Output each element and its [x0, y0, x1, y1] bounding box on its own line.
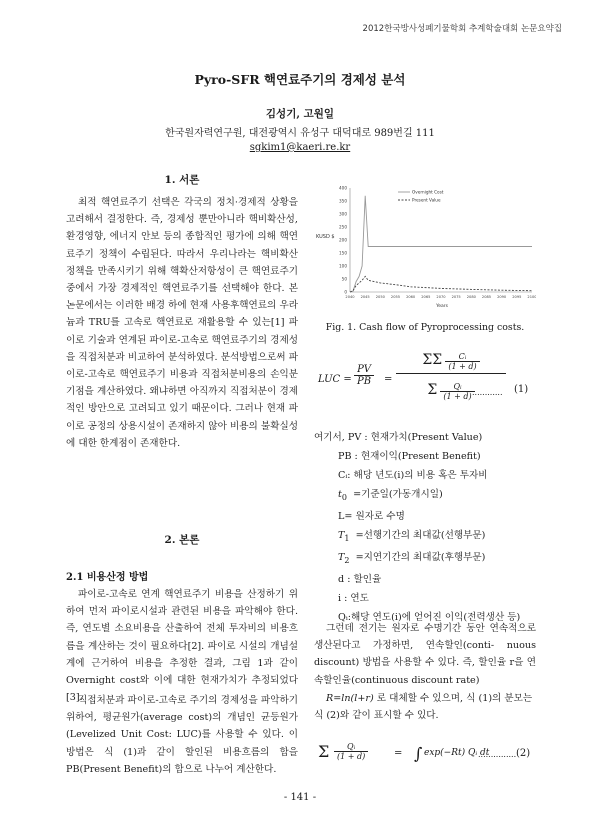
figure-1 — [314, 180, 536, 310]
chart-xlabel: Years — [436, 304, 448, 309]
intro-text: 최적 핵연료주기 선택은 각국의 정치·경제적 상황을 고려해서 결정한다. 즉, 경제성 뿐만아니라 핵비확산성, 환경영향, 에너지 안보 등의 종합적인 평가에 의해 핵연료주기 정책이 수립된다. 따라서 우리나라는 핵비확산 정책을 만족시키기 위해 핵확산저항성이 큰 핵연료주기 중에서 가장 경제적인 핵연료주기를 선택해야 한다. 본 논문에서는 이러한 배경 하에 현재 사용후핵연료의 우라늄과 TRU를 고속로 핵연료로 재활용할 수 있는[1] 파이로 기술과 연계된 파이로-고속로 핵연료주기의 경제성을 직접처분과 비교하여 분석하였다. 분석방법으로써 파이로-고속로 핵연료주기 비용과 직접처분비용의 손익분기점을 계산하였다. 왜냐하면 아직까지 직접처분이 경제적인 방안으로 고려되고 있기 때문이다. 그러나 현재 파이로 공정의 상용시설이 존재하지 않아 비용의 불확실성에 대한 한계점이 존재한다. — [66, 197, 298, 449]
equation-2: Σ $\frac{\text{Qᵢ}}{(1 + d)}$ = ∫ exp(−Rt) Qᵢ dt ............... (2) — [318, 742, 531, 763]
eq2-dots: ............... — [478, 750, 517, 759]
y-tick-label: 250 — [339, 224, 347, 230]
def-pv: 여기서, PV : 현재가치(Present Value) — [314, 432, 483, 443]
x-tick-label: 2055 — [390, 295, 401, 299]
def-t1: =선행기간의 최대값(선행부문) — [355, 529, 486, 541]
x-tick-label: 2065 — [421, 295, 431, 299]
def-ci: Cᵢ: 해당 년도(i)의 비용 혹은 투자비 — [338, 470, 488, 481]
def-t0: =기준일(가동개시일) — [353, 489, 443, 500]
x-tick-label: 2050 — [375, 295, 385, 299]
header-note: 2012한국방사성폐기물학회 추계학술대회 논문요약집 — [362, 24, 562, 34]
cash-flow-chart — [314, 180, 536, 310]
affiliation: 한국원자력연구원, 대전광역시 유성구 대덕대로 989번길 111 — [165, 128, 435, 139]
page-number: - 141 - — [283, 792, 317, 803]
r-expression: R=ln(l+r) — [326, 693, 374, 704]
authors: 김성기, 고원일 — [265, 108, 335, 120]
y-tick-label: 350 — [339, 198, 347, 204]
chart-ylabel: KUSD $ — [316, 234, 335, 240]
x-tick-label: 2075 — [451, 295, 461, 299]
paper-title: Pyro-SFR 핵연료주기의 경제성 분석 — [194, 72, 406, 87]
body-para1: 파이로-고속로 연계 핵연료주기 비용을 산정하기 위하여 먼저 파이로시설과 관련된 비용을 파악해야 한다. 즉, 연도별 소요비용을 산출하여 전체 투자비의 비용흐름을 계산하는 것이 필요하다[2]. 파이로 시설의 개념설계에 근거하여 비용을 추정한 결과, 그림 1과 같이 Overnight cost와 이에 대한 현재가치가 추정되었다[3]. — [66, 589, 298, 704]
x-tick-label: 2085 — [481, 295, 492, 299]
right-para1: 그런데 전기는 원자로 수명기간 동안 연속적으로 생산된다고 가정하면, 연속할인(conti- nuous discount) 방법을 사용할 수 있다. 즉, 할인율 r을 연속할인율(continuous discount rate) — [314, 623, 536, 686]
def-qi: Qᵢ:해당 연도(i)에 얻어진 이익(전력생산 등) — [338, 611, 521, 623]
body-para2: 직접처분과 파이로-고속로 주기의 경제성을 파악하기 위하여, 평균원가(average cost)의 개념인 균등원가(Levelized Unit Cost: LUC)를 사용할 수 있다. 이 방법은 식 (1)과 같이 할인된 비용흐름의 합을 PB(Present Benefit)의 합으로 나누어 계산한다. — [66, 695, 298, 775]
y-tick-label: 100 — [339, 263, 347, 269]
x-tick-label: 2090 — [497, 295, 507, 299]
eq1-dots: ............ — [472, 388, 503, 397]
right-para2-block — [314, 690, 536, 724]
y-tick-label: 50 — [341, 276, 347, 282]
sub-title: 2.1 비용산정 방법 — [66, 572, 149, 583]
series-line-1 — [350, 276, 532, 292]
body-title: 2. 본론 — [164, 534, 200, 546]
right-para2: 로 대체할 수 있으며, 식 (1)의 분모는 식 (2)와 같이 표시할 수 있다. — [314, 693, 533, 722]
intro-title: 1. 서론 — [164, 174, 200, 186]
legend-label-0: Overnight Cost — [412, 189, 444, 195]
series-line-0 — [350, 196, 532, 292]
figure-caption: Fig. 1. Cash flow of Pyroprocessing costs. — [325, 322, 525, 333]
x-tick-label: 2040 — [345, 295, 355, 299]
legend-label-1: Present Value — [412, 197, 441, 203]
x-tick-label: 2080 — [466, 295, 476, 299]
eq2-label: (2) — [516, 748, 531, 759]
x-tick-label: 2070 — [436, 295, 446, 299]
y-tick-label: 150 — [339, 250, 347, 256]
eq1-label: (1) — [514, 384, 529, 395]
def-pb: PB : 현재이익(Present Benefit) — [338, 451, 481, 462]
x-tick-label: 2095 — [512, 295, 522, 299]
y-tick-label: 0 — [344, 289, 347, 295]
y-tick-label: 400 — [339, 185, 347, 191]
x-tick-label: 2060 — [406, 295, 416, 299]
email-link[interactable]: sgkim1@kaeri.re.kr — [249, 142, 351, 153]
def-d: d : 할인율 — [338, 573, 382, 585]
x-tick-label: 2100 — [527, 295, 536, 299]
y-tick-label: 200 — [339, 237, 347, 243]
def-t2: =지연기간의 최대값(후행부문) — [355, 551, 486, 563]
equation-1: LUC = $\frac{PV}{PB}$ = ΣΣ $\frac{\text{Cᵢ}}{(1 + d)}$ Σ $\frac{\text{Qᵢ}}{(1 + d)}$ ............ (1) — [318, 352, 529, 401]
y-tick-label: 300 — [339, 211, 347, 217]
def-i: i : 연도 — [338, 592, 369, 604]
definitions: 여기서, PV : 현재가치(Present Value) PB : 현재이익(Present Benefit) Cᵢ: 해당 년도(i)의 비용 혹은 투자비 $t_0$ =기준일(가동개시일) L= 원자로 수명 $T_1$ =선행기간의 최대값(선행부문) $T_2$ =지연기간의 최대값(후행부문) d : 할인율 i : 연도 Qᵢ:해당 연도(i)에 얻어진 이익(전력생산 등) — [314, 428, 536, 627]
x-tick-label: 2045 — [360, 295, 370, 299]
def-l: L= 원자로 수명 — [338, 510, 405, 522]
